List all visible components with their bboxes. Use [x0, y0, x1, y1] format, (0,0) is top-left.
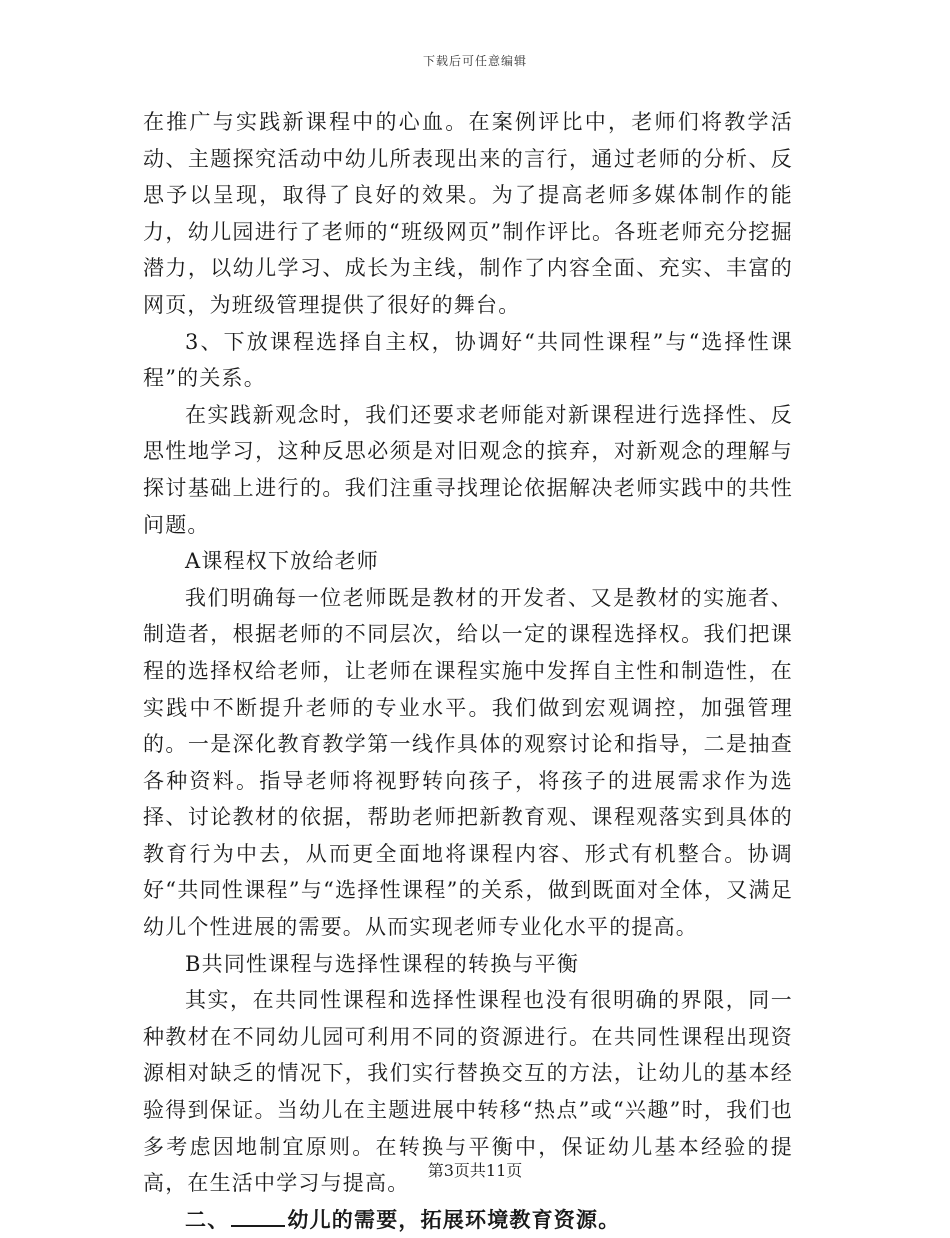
page-header: 下载后可任意编辑 [422, 54, 527, 68]
subheading-b: B共同性课程与选择性课程的转换与平衡 [185, 951, 580, 976]
paragraph-1: 在推广与实践新课程中的心血。在案例评比中，老师们将教学活动、主题探究活动中幼儿所表现出来的言行，通过老师的分析、反思予以呈现，取得了良好的效果。为了提高老师多媒体制作的能力，幼儿园进行了老师的“班级网页”制作评比。各班老师充分挖掘潜力，以幼儿学习、成长为主线，制作了内容全面、充实、丰富的网页，为班级管理提供了很好的舞台。 [143, 110, 793, 317]
paragraph-5: 其实，在共同性课程和选择性课程也没有很明确的界限，同一种教材在不同幼儿园可利用不同的资源进行。在共同性课程出现资源相对缺乏的情况下，我们实行替换交互的方法，让幼儿的基本经验得到保证。当幼儿在主题进展中转移“热点”或“兴趣”时，我们也多考虑因地制宜原则。在转换与平衡中，保证幼儿基本经验的提高，在生活中学习与提高。 [143, 988, 793, 1196]
section-heading [143, 1202, 793, 1238]
document-body [143, 104, 793, 1238]
section-heading-prefix: 二、 [185, 1206, 230, 1232]
paragraph-3: 在实践新观念时，我们还要求老师能对新课程进行选择性、反思性地学习，这种反思必须是对旧观念的摈弃，对新观念的理解与探讨基础上进行的。我们注重寻找理论依据解决老师实践中的共性问题。 [143, 402, 793, 537]
paragraph-2: 3、下放课程选择自主权，协调好“共同性课程”与“选择性课程”的关系。 [143, 329, 793, 391]
fill-in-blank [231, 1205, 285, 1227]
subheading-a: A课程权下放给老师 [185, 549, 379, 574]
page-footer: 第3页共11页 [427, 1161, 523, 1180]
paragraph-4: 我们明确每一位老师既是教材的开发者、又是教材的实施者、制造者，根据老师的不同层次，给以一定的课程选择权。我们把课程的选择权给老师，让老师在课程实施中发挥自主性和制造性，在实践中不断提升老师的专业水平。我们做到宏观调控，加强管理的。一是深化教育教学第一线作具体的观察讨论和指导，二是抽查各种资料。指导老师将视野转向孩子，将孩子的进展需求作为选择、讨论教材的依据，帮助老师把新教育观、课程观落实到具体的教育行为中去，从而更全面地将课程内容、形式有机整合。协调好“共同性课程”与“选择性课程”的关系，做到既面对全体，又满足幼儿个性进展的需要。从而实现老师专业化水平的提高。 [143, 585, 793, 940]
section-heading-suffix: 幼儿的需要，拓展环境教育资源。 [287, 1206, 621, 1232]
